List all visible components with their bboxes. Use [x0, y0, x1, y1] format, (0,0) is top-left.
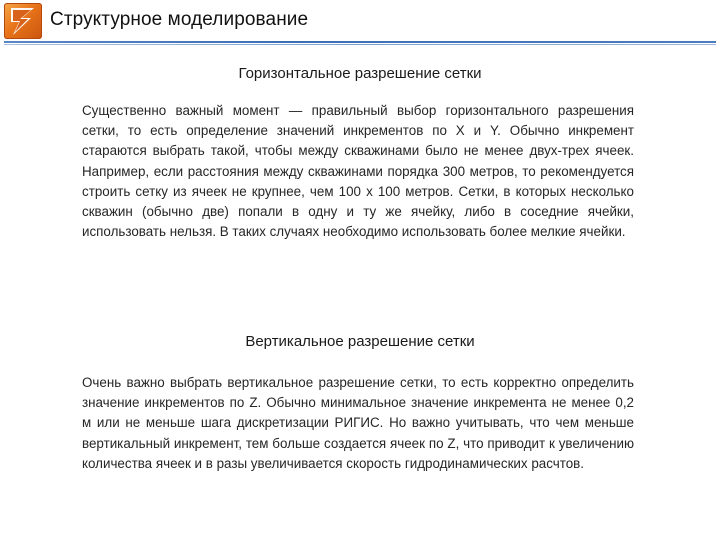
header-divider: [4, 41, 716, 43]
section-heading-vertical: Вертикальное разрешение сетки: [245, 333, 475, 350]
paragraph-horizontal: Существенно важный момент — правильный выбор горизонтального разрешения сетки, то есть определение значений инкрементов по X и Y. Обычно инкремент стараются выбрать такой, чтобы между скважинами было не менее двух-трех ячеек. Например, если расстояния между скважинами порядка 300 метров, то рекомендуется строить сетку из ячеек не крупнее, чем 100 x 100 метров. Сетки, в которых несколько скважин (обычно две) попали в одну и ту же ячейку, либо в соседние ячейки, использовать нельзя. В таких случаях необходимо использовать более мелкие ячейки.: [82, 103, 634, 240]
lightning-bolt-icon: [4, 3, 42, 39]
header-divider-thin: [4, 44, 716, 45]
slide-header: [0, 0, 720, 46]
section-heading-horizontal: Горизонтальное разрешение сетки: [238, 65, 482, 82]
page-title: Структурное моделирование: [50, 9, 309, 30]
paragraph-vertical: Очень важно выбрать вертикальное разрешение сетки, то есть корректно определить значение инкрементов по Z. Обычно минимальное значение инкремента не менее 0,2 м или не меньше шага дискретизации РИГИС. Но важно учитывать, что чем меньше вертикальный инкремент, тем больше создается ячеек по Z, что приводит к увеличению количества ячеек и в разы увеличивается скорость гидродинамических расчтов.: [82, 375, 634, 471]
